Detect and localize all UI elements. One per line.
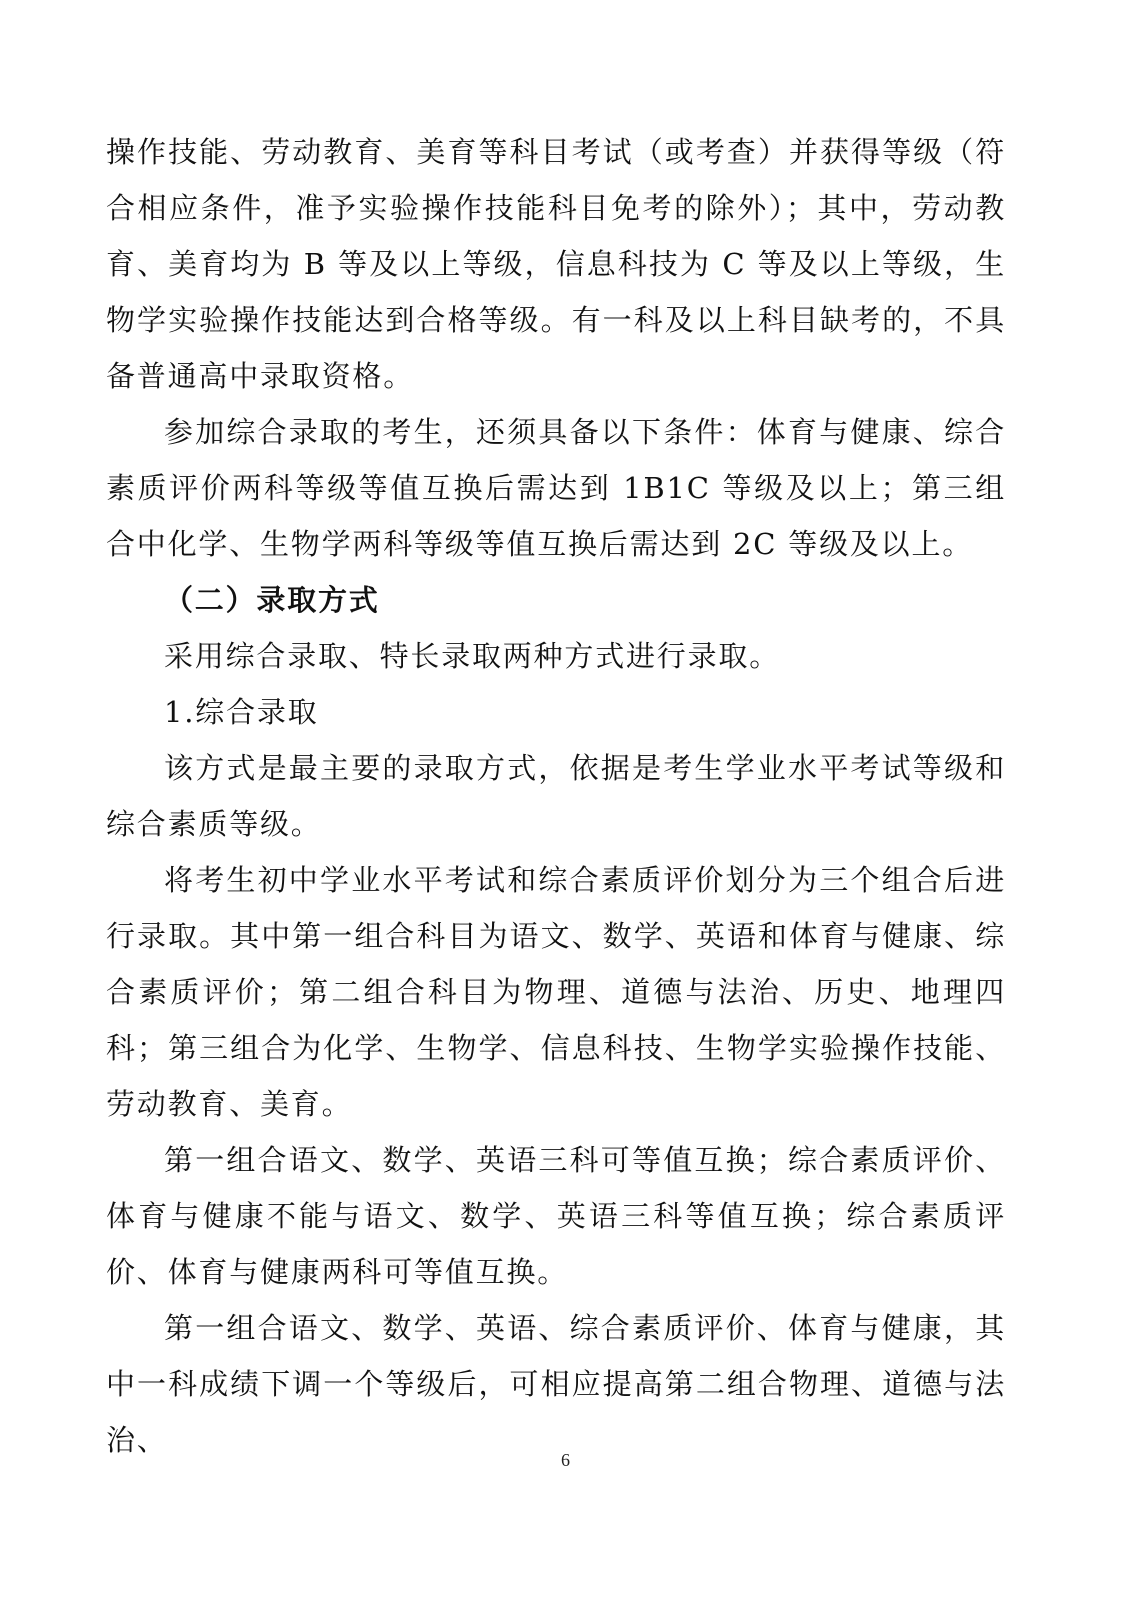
paragraph-three-groups: 将考生初中学业水平考试和综合素质评价划分为三个组合后进行录取。其中第一组合科目为语文、数学、英语和体育与健康、综合素质评价；第二组合科目为物理、道德与法治、历史、地理四科；第三组合为化学、生物学、信息科技、生物学实验操作技能、劳动教育、美育。: [106, 863, 1006, 1121]
paragraph-main-method: 该方式是最主要的录取方式，依据是考生学业水平考试等级和综合素质等级。: [106, 751, 1006, 841]
paragraph-admission-modes: 采用综合录取、特长录取两种方式进行录取。: [164, 639, 781, 673]
paragraph-grade-adjustment: 第一组合语文、数学、英语、综合素质评价、体育与健康，其中一科成绩下调一个等级后，可相应提高第二组合物理、道德与法治、: [106, 1311, 1006, 1457]
section-heading-admission-method: （二）录取方式: [164, 583, 380, 617]
document-body: [106, 124, 1006, 1468]
paragraph-eligibility-continued: 操作技能、劳动教育、美育等科目考试（或考查）并获得等级（符合相应条件，准予实验操作技能科目免考的除外）；其中，劳动教育、美育均为 B 等及以上等级，信息科技为 C 等及以上等级，生物学实验操作技能达到合格等级。有一科及以上科目缺考的，不具备普通高中录取资格。: [106, 135, 1006, 393]
paragraph-comprehensive-conditions: 参加综合录取的考生，还须具备以下条件：体育与健康、综合素质评价两科等级等值互换后需达到 1B1C 等级及以上；第三组合中化学、生物学两科等级等值互换后需达到 2C 等级及以上。: [106, 415, 1006, 561]
subheading-comprehensive-admission: 1.综合录取: [164, 695, 319, 729]
paragraph-group-one-exchange: 第一组合语文、数学、英语三科可等值互换；综合素质评价、体育与健康不能与语文、数学、英语三科等值互换；综合素质评价、体育与健康两科可等值互换。: [106, 1143, 1006, 1289]
page-number: 6: [561, 1450, 570, 1470]
